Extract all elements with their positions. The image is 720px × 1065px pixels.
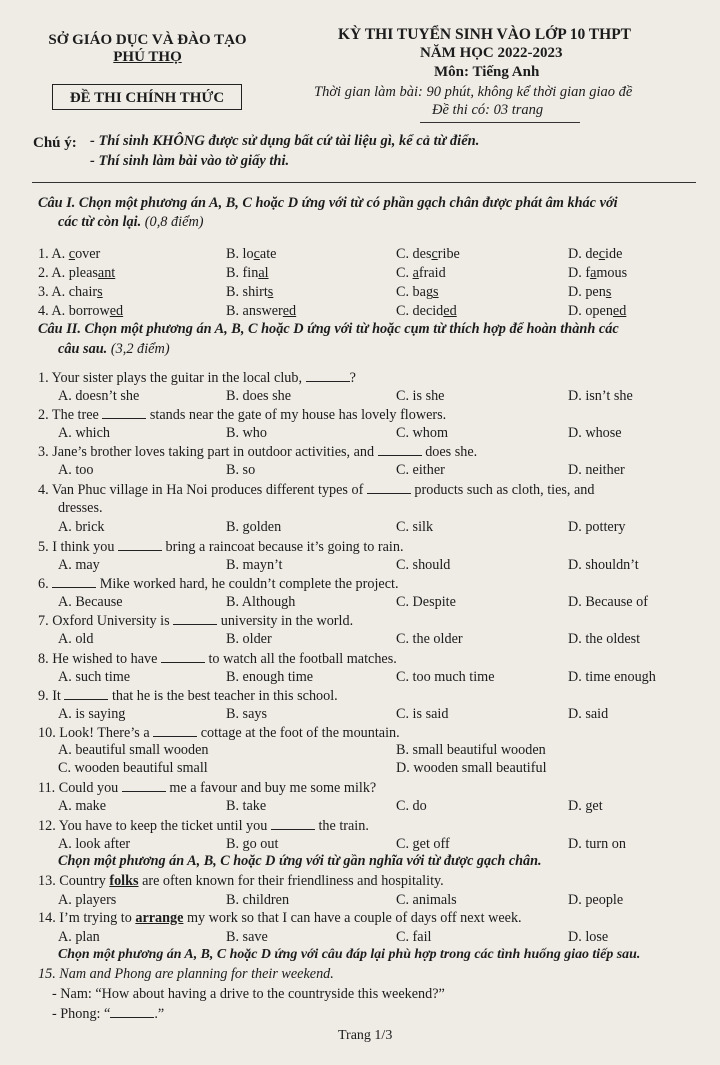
option-c [396,246,460,263]
q11-option-c: C. do [396,798,427,814]
option-text: C. [396,265,413,281]
q3-option-a: A. too [58,462,94,478]
school-year: NĂM HỌC 2022-2023 [420,45,563,61]
option-text: chair [68,284,98,300]
option-text: D. f [568,265,591,281]
q13-stem [38,873,444,890]
option-text: D. open [568,303,613,319]
answer-blank [161,650,205,663]
underlined-part: ed [282,303,297,319]
q11-option-a: A. make [58,798,107,814]
option-c [396,284,439,301]
underlined-word: folks [109,873,139,889]
option-a [38,246,100,263]
q10-stem [38,724,400,742]
option-text: over [75,246,101,262]
option-d [568,284,611,301]
answer-blank [378,443,422,456]
exam-title: KỲ THI TUYỂN SINH VÀO LỚP 10 THPT [338,26,631,43]
q6-option-c: C. Despite [396,594,456,610]
q13-option-c: C. animals [396,892,457,908]
q10-option-a: A. beautiful small wooden [58,742,209,758]
note-1: - Thí sinh KHÔNG được sử dụng bất cứ tài liệu gì, kể cả từ điển. [90,133,480,149]
q9-stem [38,687,338,705]
synonym-instruction: Chọn một phương án A, B, C hoặc D ứng với từ gần nghĩa với từ được gạch chân. [58,853,542,869]
stem-text: the train. [314,818,369,834]
option-text: C. bag [396,284,434,300]
underlined-part: a [412,265,419,281]
option-text: ribe [437,246,460,262]
option-text: mous [596,265,628,281]
answer-blank [153,724,197,737]
q8-option-a: A. such time [58,669,131,685]
q12-option-c: C. get off [396,836,450,852]
section-1-title-text: Câu I. Chọn một phương án A, B, C hoặc D ứng với từ có phần gạch chân được phát âm khác với [38,195,618,211]
q13-option-a: A. players [58,892,117,908]
stem-text: 2. The tree [38,407,103,423]
answer-blank [110,1005,154,1018]
q5-option-a: A. may [58,557,100,573]
section-1-title [38,195,618,212]
official-exam-box: ĐỀ THI CHÍNH THỨC [52,84,242,110]
q11-stem [38,779,376,797]
option-text: B. fin [226,265,259,281]
section-1-points: (0,8 điểm) [144,214,204,230]
q4-option-d: D. pottery [568,519,626,535]
answer-blank [122,779,166,792]
q15-line-phong [52,1005,164,1023]
q3-option-c: C. either [396,462,445,478]
stem-text: to watch all the football matches. [204,651,397,667]
underlined-part: ed [612,303,627,319]
stem-text: my work so that I can have a couple of days off next week. [183,910,522,926]
underlined-part: s [97,284,103,300]
option-text: D. pen [568,284,606,300]
option-text: B. lo [226,246,254,262]
underlined-part: c [253,246,260,262]
q2-option-b: B. who [226,425,267,441]
q13-option-b: B. children [226,892,290,908]
answer-blank [64,687,108,700]
note-2: - Thí sinh làm bài vào tờ giấy thi. [90,153,290,169]
option-d [568,265,627,282]
stem-text: stands near the gate of my house has lovely flowers. [146,407,447,423]
question-number: 4. A. [38,303,69,319]
stem-text: products such as cloth, ties, and [410,482,595,498]
stem-text: 1. Your sister plays the guitar in the local club, [38,370,306,386]
q8-option-d: D. time enough [568,669,656,685]
page-number: Trang 1/3 [338,1028,393,1043]
stem-text: 14. I’m trying to [38,910,136,926]
q9-option-c: C. is said [396,706,449,722]
option-text: D. de [568,246,599,262]
q5-stem [38,538,404,556]
q8-option-b: B. enough time [226,669,314,685]
underlined-part: ed [443,303,457,319]
q12-stem [38,817,369,835]
q4-option-c: C. silk [396,519,434,535]
page-count: Đề thi có: 03 trang [432,102,544,118]
stem-text: Mike worked hard, he couldn’t complete the project. [96,576,399,592]
option-a [38,303,123,320]
q2-stem [38,406,446,424]
q14-option-b: B. save [226,929,268,945]
answer-blank [173,612,217,625]
q3-option-d: D. neither [568,462,625,478]
q1-option-b: B. does she [226,388,292,404]
option-b [226,284,273,301]
underlined-part: s [605,284,612,300]
q1-option-d: D. isn’t she [568,388,633,404]
q6-option-d: D. Because of [568,594,648,610]
q7-option-c: C. the older [396,631,463,647]
option-d [568,246,622,263]
section-2-title: Câu II. Chọn một phương án A, B, C hoặc D ứng với từ hoặc cụm từ thích hợp để hoàn thành các [38,321,619,337]
underlined-part: c [598,246,606,262]
stem-text: 8. He wished to have [38,651,161,667]
stem-text: me a favour and buy me some milk? [165,780,377,796]
q7-option-b: B. older [226,631,272,647]
stem-text: 10. Look! There’s a [38,725,154,741]
q2-option-d: D. whose [568,425,622,441]
stem-text: 3. Jane’s brother loves taking part in outdoor activities, and [38,444,378,460]
q2-option-a: A. which [58,425,111,441]
q6-stem [38,575,399,593]
stem-text: are often known for their friendliness and hospitality. [138,873,444,889]
question-number: 1. A. [38,246,69,262]
q12-option-d: D. turn on [568,836,626,852]
option-text: ate [259,246,277,262]
q9-option-b: B. says [226,706,267,722]
section-1-title-cont [58,214,204,231]
underlined-part: c [431,246,438,262]
header-underline [420,122,580,123]
option-c [396,303,457,320]
dept-line-1: SỞ GIÁO DỤC VÀ ĐÀO TẠO [48,32,247,48]
option-c [396,265,446,282]
q11-option-b: B. take [226,798,267,814]
q4-option-a: A. brick [58,519,105,535]
dept-line-2: PHÚ THỌ [113,49,182,65]
answer-blank [118,538,162,551]
underlined-part: a [590,265,597,281]
option-b [226,265,269,282]
q13-option-d: D. people [568,892,624,908]
underlined-word: arrange [135,910,184,926]
q10-option-d: D. wooden small beautiful [396,760,547,776]
option-text: B. answer [226,303,283,319]
q2-option-c: C. whom [396,425,449,441]
option-text: pleas [68,265,98,281]
q1-option-c: C. is she [396,388,445,404]
q12-option-a: A. look after [58,836,131,852]
stem-text: 6. [38,576,53,592]
answer-blank [102,406,146,419]
underlined-part: s [267,284,274,300]
q7-option-a: A. old [58,631,94,647]
answer-blank [367,481,411,494]
q3-stem [38,443,477,461]
q7-option-d: D. the oldest [568,631,641,647]
q8-stem [38,650,397,668]
dialog-text: - Phong: “ [52,1006,111,1022]
q5-option-b: B. mayn’t [226,557,283,573]
stem-text: that he is the best teacher in this school. [108,688,338,704]
option-b [226,303,296,320]
q1-option-a: A. doesn’t she [58,388,140,404]
q10-option-b: B. small beautiful wooden [396,742,546,758]
communication-instruction: Chọn một phương án A, B, C hoặc D ứng với câu đáp lại phù hợp trong các tình huống giao tiếp sau. [58,947,641,962]
underlined-part: ed [109,303,124,319]
q10-option-c: C. wooden beautiful small [58,760,208,776]
answer-blank [271,817,315,830]
option-a [38,284,103,301]
stem-text: 9. It [38,688,65,704]
stem-text: does she. [421,444,478,460]
note-label: Chú ý: [33,135,77,151]
stem-text: bring a raincoat because it’s going to rain. [162,539,404,555]
stem-text: 12. You have to keep the ticket until you [38,818,271,834]
stem-text: ? [349,370,356,386]
q5-option-d: D. shouldn’t [568,557,639,573]
q3-option-b: B. so [226,462,256,478]
q12-option-b: B. go out [226,836,279,852]
option-text: C. des [396,246,432,262]
option-a [38,265,115,282]
question-number: 3. A. [38,284,69,300]
option-text: B. shirt [226,284,268,300]
stem-text: 7. Oxford University is [38,613,174,629]
q5-option-c: C. should [396,557,451,573]
q4-stem-cont: dresses. [58,500,103,516]
stem-text: university in the world. [217,613,354,629]
section-2-title-cont [58,341,170,358]
option-d [568,303,626,320]
q6-option-b: B. Although [226,594,296,610]
option-text: ide [605,246,623,262]
q6-option-a: A. Because [58,594,123,610]
q14-option-c: C. fail [396,929,432,945]
q4-option-b: B. golden [226,519,282,535]
q14-option-a: A. plan [58,929,100,945]
underlined-part: c [68,246,76,262]
section-2-points: (3,2 điểm) [110,341,170,357]
option-b [226,246,276,263]
time-allowed: Thời gian làm bài: 90 phút, không kể thời gian giao đề [314,84,633,100]
q4-stem [38,481,595,499]
q7-stem [38,612,353,630]
q1-stem [38,369,356,387]
department-name [40,32,255,66]
q11-option-d: D. get [568,798,603,814]
underlined-part: s [433,284,439,300]
stem-text: 13. Country [38,873,110,889]
q9-option-d: D. said [568,706,609,722]
stem-text: cottage at the foot of the mountain. [197,725,400,741]
option-text: C. decid [396,303,444,319]
underlined-part: al [258,265,269,281]
section-1-title-text2: các từ còn lại. [58,214,142,230]
q9-option-a: A. is saying [58,706,126,722]
q14-stem [38,910,522,927]
option-text: borrow [68,303,110,319]
answer-blank [52,575,96,588]
dialog-text: .” [154,1006,165,1022]
subject: Môn: Tiếng Anh [434,64,540,80]
q15-line-nam: - Nam: “How about having a drive to the countryside this weekend?” [52,986,445,1002]
question-number: 2. A. [38,265,69,281]
stem-text: 11. Could you [38,780,122,796]
stem-text: 4. Van Phuc village in Ha Noi produces different types of [38,482,367,498]
option-text: fraid [418,265,446,281]
q8-option-c: C. too much time [396,669,495,685]
stem-text: 5. I think you [38,539,118,555]
q14-option-d: D. lose [568,929,609,945]
underlined-part: ant [97,265,116,281]
section-2-title-text2: câu sau. [58,341,108,357]
q15-stem: 15. Nam and Phong are planning for their weekend. [38,966,334,982]
divider [32,182,696,183]
answer-blank [306,369,350,382]
